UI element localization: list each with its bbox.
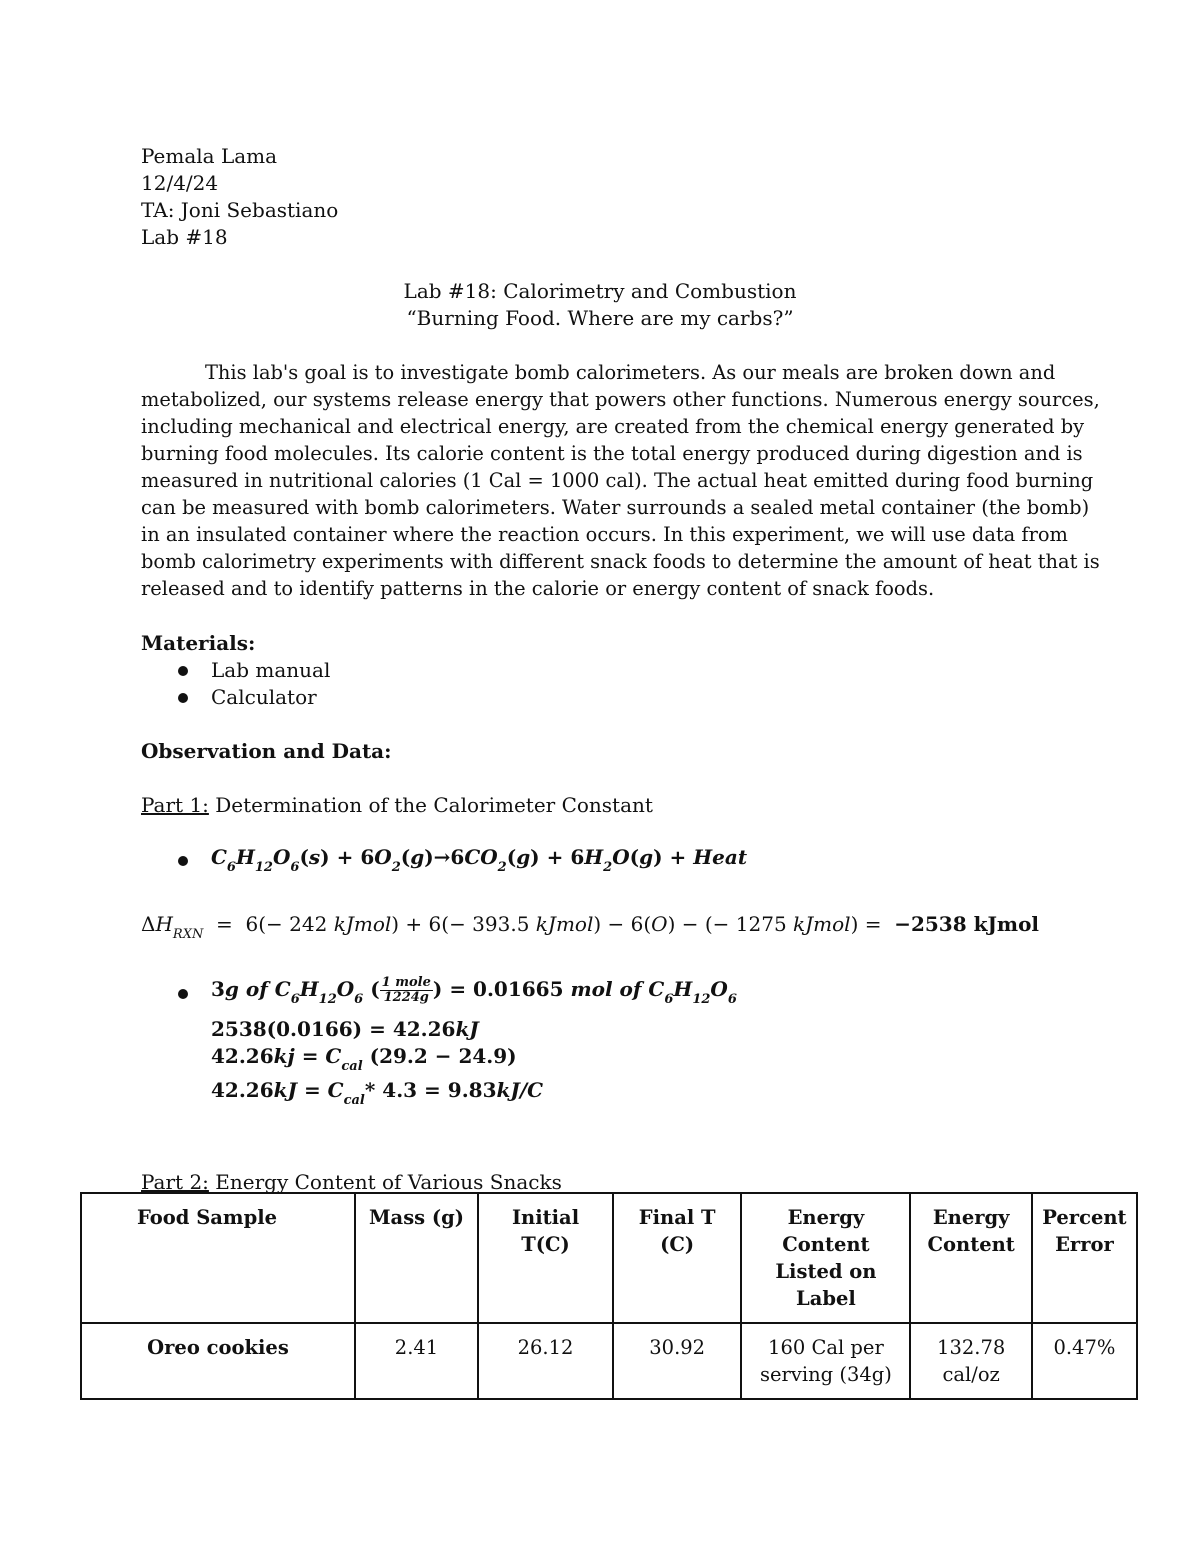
intro-line: in an insulated container where the reaction occurs. In this experiment, we will use data from (141, 523, 1068, 546)
document-subtitle: “Burning Food. Where are my carbs?” (406, 306, 794, 330)
part2-label: Part 2: (141, 1170, 209, 1194)
delta-h-equation: $\Delta H_{RXN} = 6(- 242$ kJmol) + 6(− 393.5 kJmol) − 6(O) − (− 1275 kJmol) = −2538 kJmol (141, 912, 1040, 942)
calorimeter-constant: $42.26kJ = C_{cal}*$ 4.3 = 9.83kJ/C (211, 1078, 544, 1108)
calorimeter-equation: $42.26kj = C_{cal}$ (29.2 − 24.9) (211, 1044, 517, 1074)
table-cell: 2.41 (355, 1323, 478, 1399)
intro-line: measured in nutritional calories (1 Cal = 1000 cal). The actual heat emitted during food burning (141, 469, 1094, 492)
intro-line: can be measured with bomb calorimeters. Water surrounds a sealed metal container (the bomb) (141, 496, 1090, 519)
observation-heading: Observation and Data: (141, 739, 392, 763)
materials-item: Lab manual (211, 658, 331, 682)
bullet-icon (178, 693, 188, 703)
document-title: Lab #18: Calorimetry and Combustion (403, 279, 797, 303)
lab-number: Lab #18 (141, 225, 228, 249)
part1-heading (141, 792, 653, 819)
bullet-icon (178, 989, 188, 999)
column-header: Initial T(C) (478, 1193, 613, 1323)
materials-item: Calculator (211, 685, 317, 709)
bullet-icon (178, 856, 188, 866)
intro-line: burning food molecules. Its calorie content is the total energy produced during digestion and is (141, 442, 1083, 465)
column-header: Energy Content (910, 1193, 1031, 1323)
column-header: Energy Content Listed on Label (741, 1193, 910, 1323)
energy-content-table (80, 1192, 1138, 1400)
table-cell: 132.78 cal/oz (910, 1323, 1031, 1399)
intro-line: metabolized, our systems release energy that powers other functions. Numerous energy sources, (141, 388, 1100, 411)
reaction-equation: $C_6H_{12}O_6(s) + 6O_2(g)\to 6CO_2(g) + 6H_2O(g)$ + Heat (211, 845, 748, 875)
part1-text: Determination of the Calorimeter Constant (208, 793, 653, 817)
moles-calculation: 3g of $C_6H_{12}O_6$ ( $\frac{\text{1 mole}}{1224g}$ ) = 0.01665 mol of $C_6H_{12}O_6$ (211, 975, 737, 1007)
ta-name: TA: Joni Sebastiano (141, 198, 339, 222)
intro-line: This lab's goal is to investigate bomb calorimeters. As our meals are broken down and (205, 361, 1056, 384)
intro-paragraph (141, 359, 1100, 602)
table-header-row (81, 1193, 1137, 1323)
table-cell: 0.47% (1032, 1323, 1137, 1399)
column-header: Final T (C) (613, 1193, 741, 1323)
student-name: Pemala Lama (141, 144, 278, 168)
part2-text: Energy Content of Various Snacks (208, 1170, 562, 1194)
bullet-icon (178, 666, 188, 676)
intro-line: bomb calorimetry experiments with different snack foods to determine the amount of heat that is (141, 550, 1100, 573)
column-header: Food Sample (81, 1193, 355, 1323)
column-header: Mass (g) (355, 1193, 478, 1323)
table-cell: Oreo cookies (81, 1323, 355, 1399)
table-cell: 26.12 (478, 1323, 613, 1399)
report-date: 12/4/24 (141, 171, 219, 195)
table-cell: 30.92 (613, 1323, 741, 1399)
intro-line: released and to identify patterns in the calorie or energy content of snack foods. (141, 577, 935, 600)
table-cell: 160 Cal per serving (34g) (741, 1323, 910, 1399)
materials-heading: Materials: (141, 631, 256, 655)
delta-h-result: −2538 kJmol (894, 912, 1040, 936)
energy-calculation: 2538(0.0166) = 42.26kJ (211, 1017, 479, 1041)
table-row (81, 1323, 1137, 1399)
part1-label: Part 1: (141, 793, 209, 817)
column-header: Percent Error (1032, 1193, 1137, 1323)
intro-line: including mechanical and electrical energy, are created from the chemical energy generated by (141, 415, 1085, 438)
